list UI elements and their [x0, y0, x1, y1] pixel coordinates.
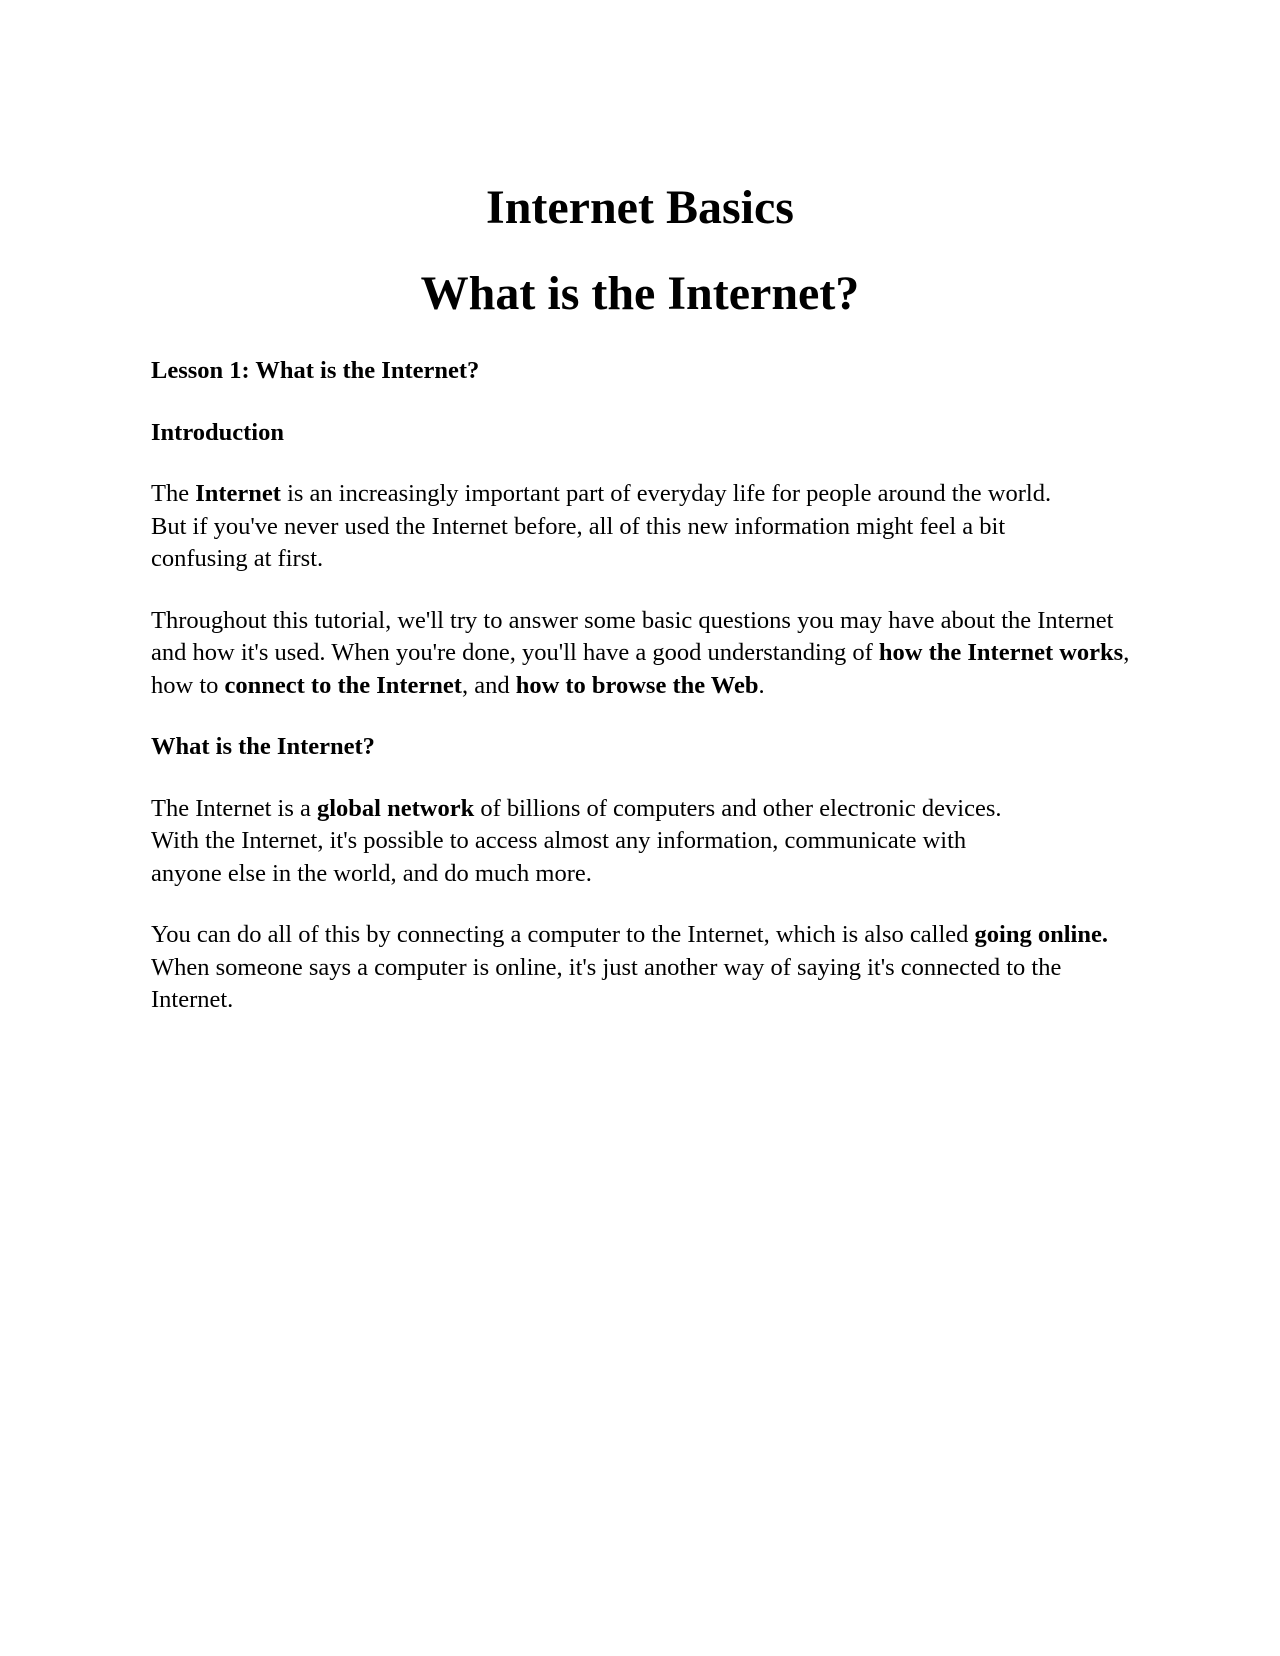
- paragraph-intro: [151, 478, 1076, 576]
- paragraph-text: When someone says a computer is online, it's just another way of saying it's connected to the Internet.: [151, 953, 1062, 1013]
- paragraph-text: .: [758, 671, 765, 699]
- paragraph-text: Throughout this tutorial, we'll try to answer some basic questions you may have about the Internet and how it's used. When you're done, you'll have a good understanding of: [151, 606, 1114, 666]
- bold-term: how the Internet works: [878, 639, 1124, 666]
- bold-term: Internet: [195, 480, 281, 507]
- intro-heading: Introduction: [151, 418, 284, 446]
- paragraph-text: The Internet is a: [151, 794, 317, 822]
- paragraph-text: of billions of computers and other electronic devices. With the Internet, it's possible to access almost any information, communicate with anyone else in the world, and do much more.: [151, 794, 1002, 887]
- bold-term: connect to the Internet: [224, 671, 462, 699]
- document-title: Internet Basics: [486, 181, 794, 234]
- paragraph-text: The: [151, 480, 196, 507]
- paragraph-online: [151, 919, 1131, 1017]
- paragraph-text: , and: [461, 671, 516, 699]
- paragraph-text: You can do all of this by connecting a computer to the Internet, which is also called: [151, 921, 975, 948]
- paragraph-definition: [151, 793, 1031, 891]
- paragraph-text: , how to: [151, 639, 1130, 699]
- bold-term: global network: [317, 794, 475, 822]
- bold-term: going online.: [974, 921, 1108, 948]
- paragraph-text: is an increasingly important part of everyday life for people around the world. But if you've never used the Internet before, all of this new information might feel a bit confusing at first.: [151, 480, 1052, 572]
- lesson-heading: Lesson 1: What is the Internet?: [151, 357, 480, 384]
- document-subtitle: What is the Internet?: [420, 267, 860, 320]
- bold-term: how to browse the Web: [515, 671, 759, 699]
- section-heading: What is the Internet?: [151, 733, 375, 760]
- paragraph-tutorial: [151, 605, 1131, 703]
- document-body: [151, 355, 1131, 1046]
